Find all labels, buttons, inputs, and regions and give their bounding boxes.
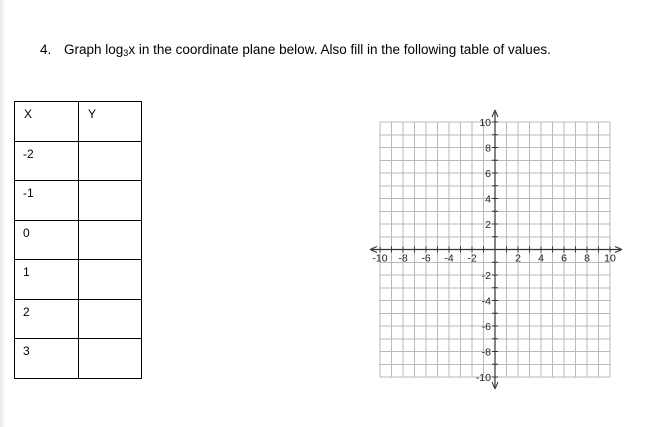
x-value-cell: 1	[15, 260, 79, 300]
y-tick-label: 8	[485, 142, 491, 155]
y-value-cell[interactable]	[79, 220, 142, 260]
y-tick-label: -4	[481, 295, 491, 308]
x-tick-label: -6	[421, 252, 431, 265]
y-value-cell[interactable]	[79, 339, 142, 379]
x-tick-label: 10	[604, 252, 616, 265]
x-tick-label: 4	[538, 252, 544, 265]
x-tick-label: -10	[372, 252, 388, 265]
question-prompt	[40, 42, 551, 58]
y-tick-label: 6	[485, 168, 491, 180]
x-tick-label: 8	[584, 252, 590, 265]
values-table	[14, 101, 142, 379]
y-tick-label: -2	[481, 270, 491, 282]
x-tick-label: 6	[561, 252, 567, 265]
y-value-cell[interactable]	[79, 181, 142, 221]
y-tick-label: -10	[475, 372, 491, 384]
x-value-cell: 3	[15, 339, 79, 379]
question-text-end: x in the coordinate plane below. Also fill in the following table of values.	[128, 42, 551, 57]
x-column-header: X	[15, 102, 79, 142]
values-table-header-row	[15, 102, 142, 142]
question-number: 4.	[40, 42, 52, 57]
x-value-cell: -1	[15, 181, 79, 221]
x-value-cell: 2	[15, 299, 79, 339]
y-value-cell[interactable]	[79, 260, 142, 300]
y-tick-label: -8	[481, 346, 491, 359]
table-row	[15, 260, 142, 300]
page-edge-shade	[0, 0, 6, 427]
x-tick-label: -8	[398, 252, 408, 265]
y-column-header: Y	[79, 102, 142, 142]
y-tick-label: 2	[485, 219, 491, 231]
coordinate-plane[interactable]	[360, 100, 630, 400]
x-tick-label: 2	[515, 252, 521, 265]
x-tick-label: -4	[444, 252, 454, 265]
x-value-cell: 0	[15, 220, 79, 260]
y-tick-label: 4	[485, 193, 491, 206]
y-value-cell[interactable]	[79, 141, 142, 181]
table-row	[15, 339, 142, 379]
x-value-cell: -2	[15, 141, 79, 181]
y-tick-label: 10	[479, 117, 491, 129]
table-row	[15, 141, 142, 181]
x-tick-label: -2	[467, 252, 477, 265]
y-tick-label: -6	[481, 321, 491, 333]
table-row	[15, 220, 142, 260]
table-row	[15, 299, 142, 339]
question-text-start: Graph log	[64, 42, 124, 57]
log-base-subscript: 3	[123, 48, 129, 58]
table-row	[15, 181, 142, 221]
y-value-cell[interactable]	[79, 299, 142, 339]
